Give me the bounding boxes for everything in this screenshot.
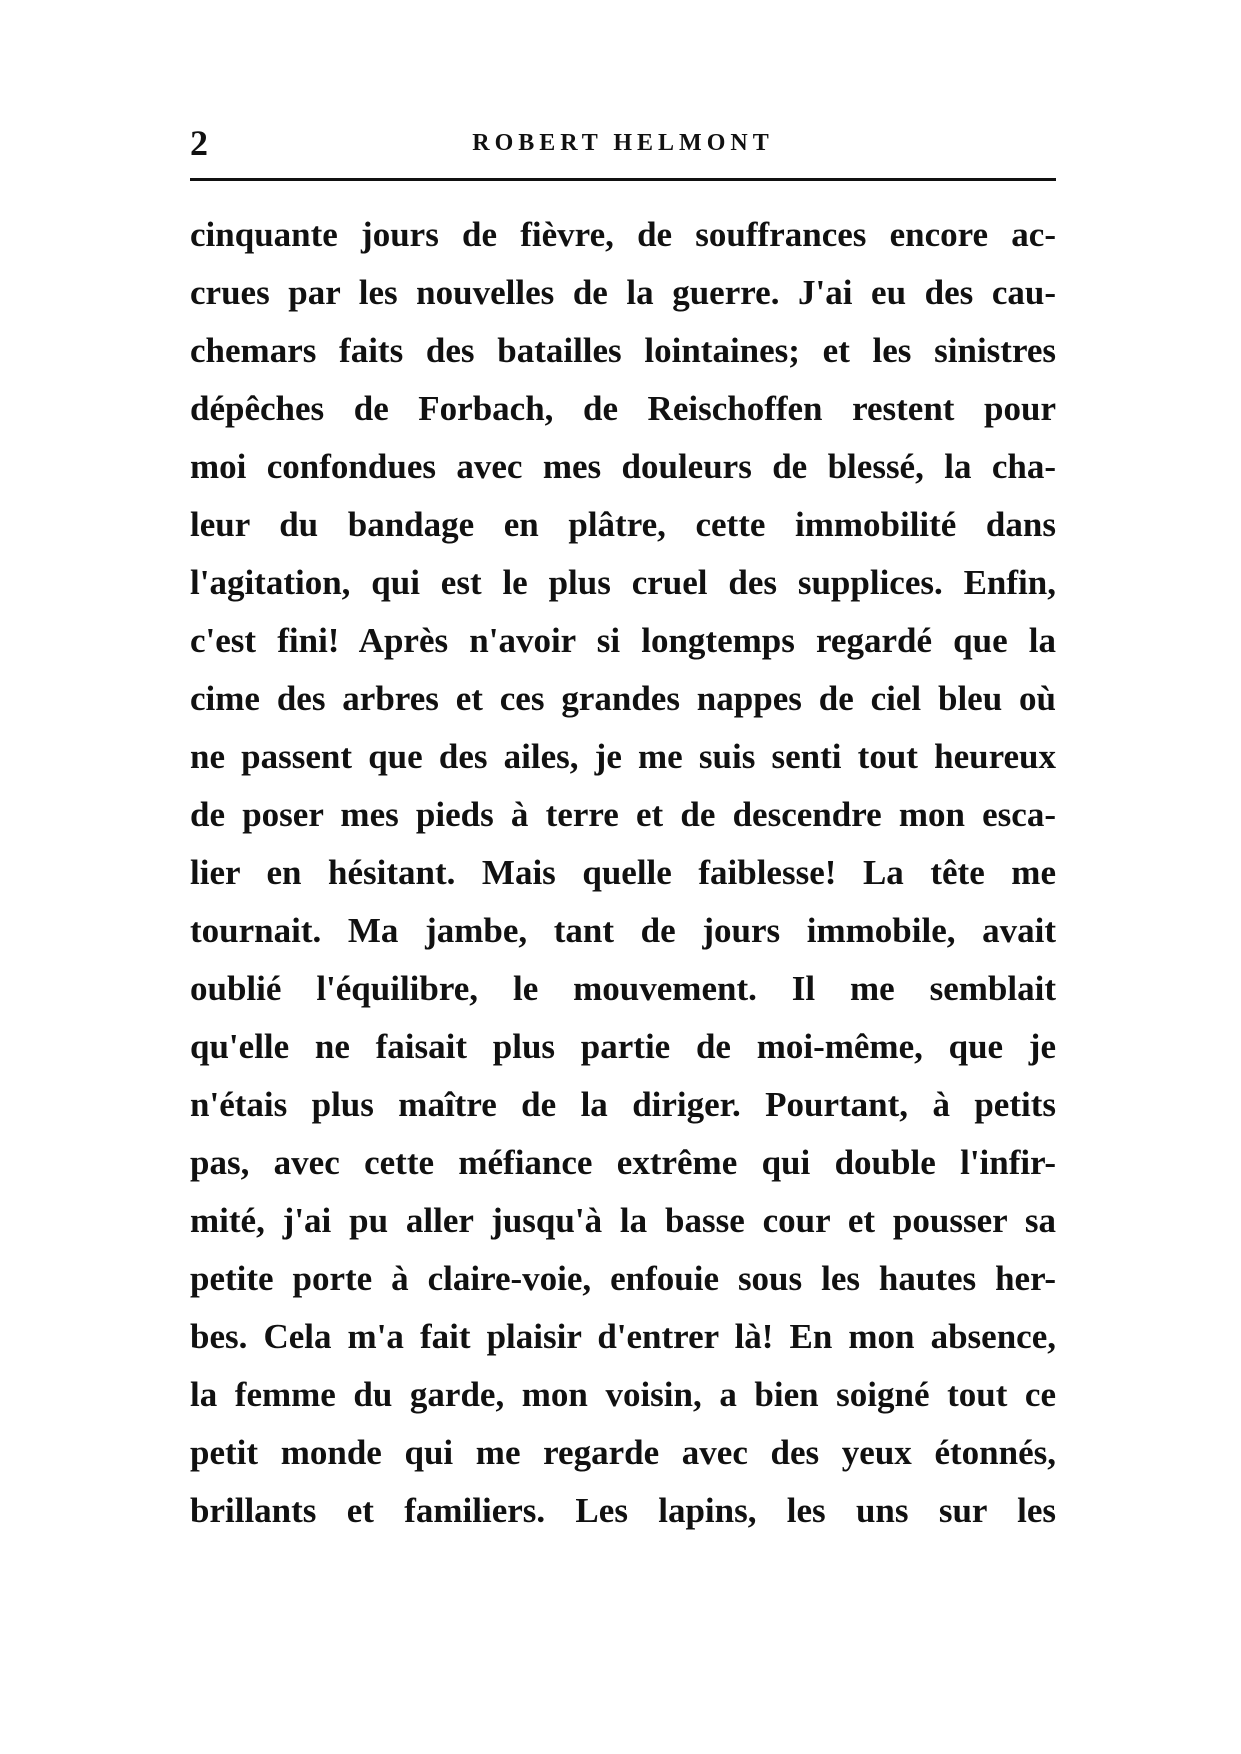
text-line: crues par les nouvelles de la guerre. J'ai eu des cau- — [190, 273, 1056, 312]
text-line: l'agitation, qui est le plus cruel des supplices. Enfin, — [190, 563, 1056, 602]
text-line: de poser mes pieds à terre et de descendre mon esca- — [190, 795, 1056, 834]
text-line: petite porte à claire-voie, enfouie sous les hautes her- — [190, 1259, 1056, 1298]
text-line: n'étais plus maître de la diriger. Pourtant, à petits — [190, 1085, 1056, 1124]
text-line: pas, avec cette méfiance extrême qui double l'infir- — [190, 1143, 1056, 1182]
header-rule — [190, 178, 1056, 181]
text-line: la femme du garde, mon voisin, a bien soigné tout ce — [190, 1375, 1056, 1414]
text-line: leur du bandage en plâtre, cette immobilité dans — [190, 505, 1056, 544]
text-line: oublié l'équilibre, le mouvement. Il me semblait — [190, 969, 1056, 1008]
text-line: cime des arbres et ces grandes nappes de ciel bleu où — [190, 679, 1056, 718]
text-line: cinquante jours de fièvre, de souffrances encore ac- — [190, 215, 1056, 254]
text-line: tournait. Ma jambe, tant de jours immobile, avait — [190, 911, 1056, 950]
body-text — [190, 206, 1056, 1540]
text-line: moi confondues avec mes douleurs de blessé, la cha- — [190, 447, 1056, 486]
text-line: qu'elle ne faisait plus partie de moi-même, que je — [190, 1027, 1056, 1066]
text-line: mité, j'ai pu aller jusqu'à la basse cour et pousser sa — [190, 1201, 1056, 1240]
text-line: chemars faits des batailles lointaines; et les sinistres — [190, 331, 1056, 370]
text-line: brillants et familiers. Les lapins, les uns sur les — [190, 1491, 1056, 1530]
page-number: 2 — [190, 123, 208, 163]
text-line: bes. Cela m'a fait plaisir d'entrer là! En mon absence, — [190, 1317, 1056, 1356]
text-line: ne passent que des ailes, je me suis senti tout heureux — [190, 737, 1056, 776]
text-line: lier en hésitant. Mais quelle faiblesse! La tête me — [190, 853, 1056, 892]
text-line: dépêches de Forbach, de Reischoffen restent pour — [190, 389, 1056, 428]
page-header — [190, 118, 1056, 168]
text-line: petit monde qui me regarde avec des yeux étonnés, — [190, 1433, 1056, 1472]
running-head: ROBERT HELMONT — [472, 130, 774, 156]
text-line: c'est fini! Après n'avoir si longtemps regardé que la — [190, 621, 1056, 660]
